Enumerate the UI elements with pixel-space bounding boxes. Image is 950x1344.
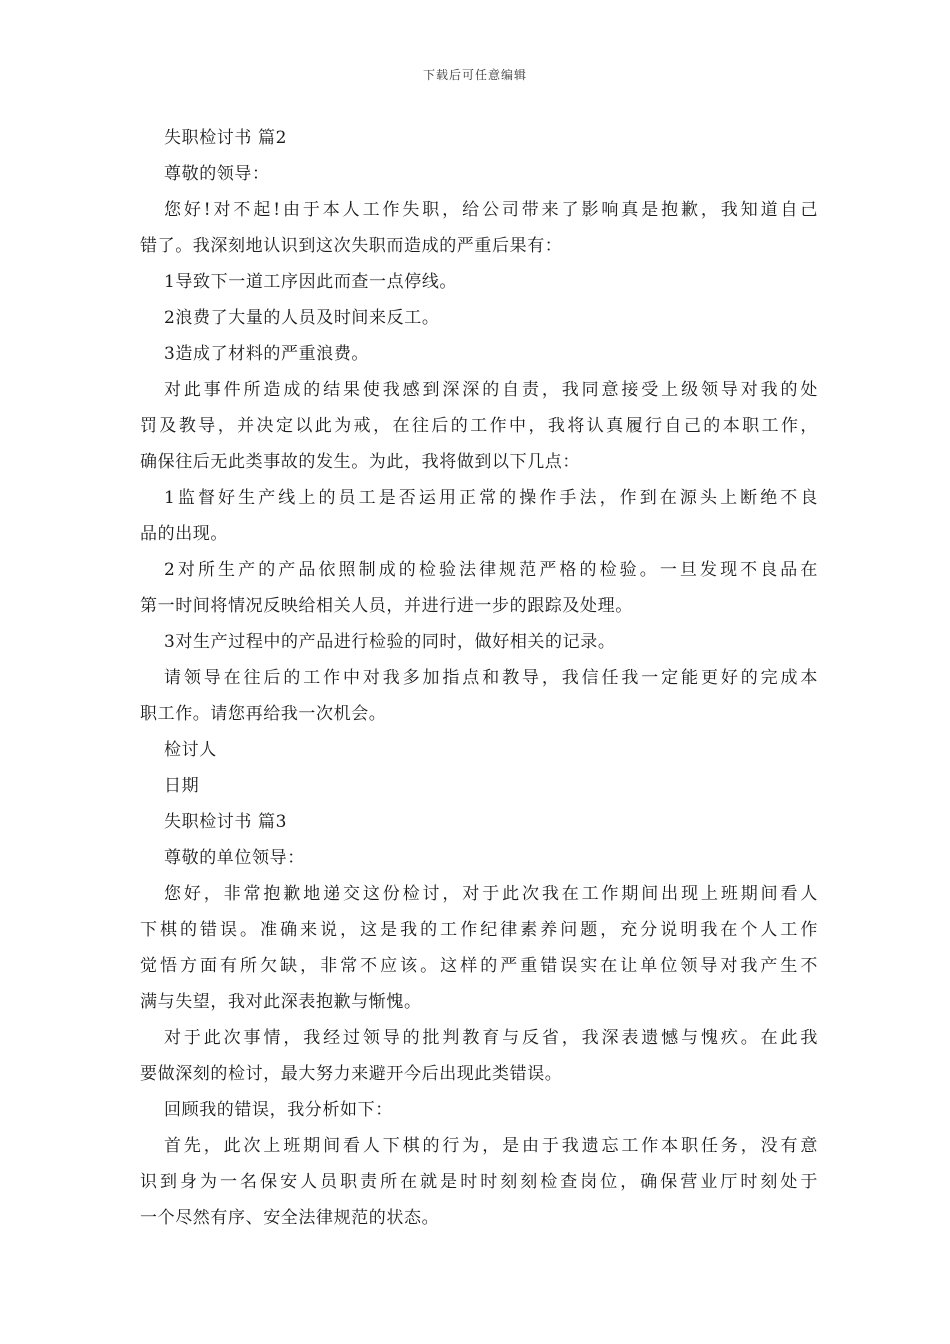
document-body <box>140 120 818 1236</box>
text-line: 请领导在往后的工作中对我多加指点和教导，我信任我一定能更好的完成本 <box>164 668 818 688</box>
text-line: 对此事件所造成的结果使我感到深深的自责，我同意接受上级领导对我的处 <box>164 380 818 400</box>
text-line: 品的出现。 <box>140 524 228 544</box>
text-line: 一个尽然有序、安全法律规范的状态。 <box>140 1208 440 1228</box>
text-line: 失职检讨书 篇3 <box>164 812 288 832</box>
text-line: 失职检讨书 篇2 <box>164 128 288 148</box>
text-line: 1导致下一道工序因此而查一点停线。 <box>164 272 458 292</box>
page-header: 下载后可任意编辑 <box>422 68 527 82</box>
text-line: 1监督好生产线上的员工是否运用正常的操作手法，作到在源头上断绝不良 <box>164 488 818 508</box>
text-line: 回顾我的错误，我分析如下： <box>164 1100 393 1120</box>
text-line: 满与失望，我对此深表抱歉与惭愧。 <box>140 992 422 1012</box>
text-line: 您好!对不起!由于本人工作失职，给公司带来了影响真是抱歉，我知道自己 <box>164 200 818 220</box>
text-line: 3造成了材料的严重浪费。 <box>164 344 370 364</box>
text-line: 确保往后无此类事故的发生。为此，我将做到以下几点： <box>140 452 580 472</box>
text-line: 2浪费了大量的人员及时间来反工。 <box>164 308 440 328</box>
text-line: 尊敬的领导： <box>164 164 270 184</box>
text-line: 识到身为一名保安人员职责所在就是时时刻刻检查岗位，确保营业厅时刻处于 <box>140 1172 818 1192</box>
text-line: 您好，非常抱歉地递交这份检讨，对于此次我在工作期间出现上班期间看人 <box>164 884 818 904</box>
text-line: 第一时间将情况反映给相关人员，并进行进一步的跟踪及处理。 <box>140 596 633 616</box>
text-line: 首先，此次上班期间看人下棋的行为，是由于我遗忘工作本职任务，没有意 <box>164 1136 818 1156</box>
text-line: 错了。我深刻地认识到这次失职而造成的严重后果有： <box>140 236 563 256</box>
text-line: 罚及教导，并决定以此为戒，在往后的工作中，我将认真履行自己的本职工作， <box>140 416 818 436</box>
text-line: 检讨人 <box>164 740 217 760</box>
text-line: 3对生产过程中的产品进行检验的同时，做好相关的记录。 <box>164 632 616 652</box>
text-line: 尊敬的单位领导： <box>164 848 305 868</box>
text-line: 觉悟方面有所欠缺，非常不应该。这样的严重错误实在让单位领导对我产生不 <box>140 956 818 976</box>
text-line: 下棋的错误。准确来说，这是我的工作纪律素养问题，充分说明我在个人工作 <box>140 920 818 940</box>
text-line: 要做深刻的检讨，最大努力来避开今后出现此类错误。 <box>140 1064 563 1084</box>
text-line: 职工作。请您再给我一次机会。 <box>140 704 387 724</box>
text-line: 对于此次事情，我经过领导的批判教育与反省，我深表遗憾与愧疚。在此我 <box>164 1028 818 1048</box>
text-line: 2对所生产的产品依照制成的检验法律规范严格的检验。一旦发现不良品在 <box>164 560 818 580</box>
text-line: 日期 <box>164 776 200 796</box>
